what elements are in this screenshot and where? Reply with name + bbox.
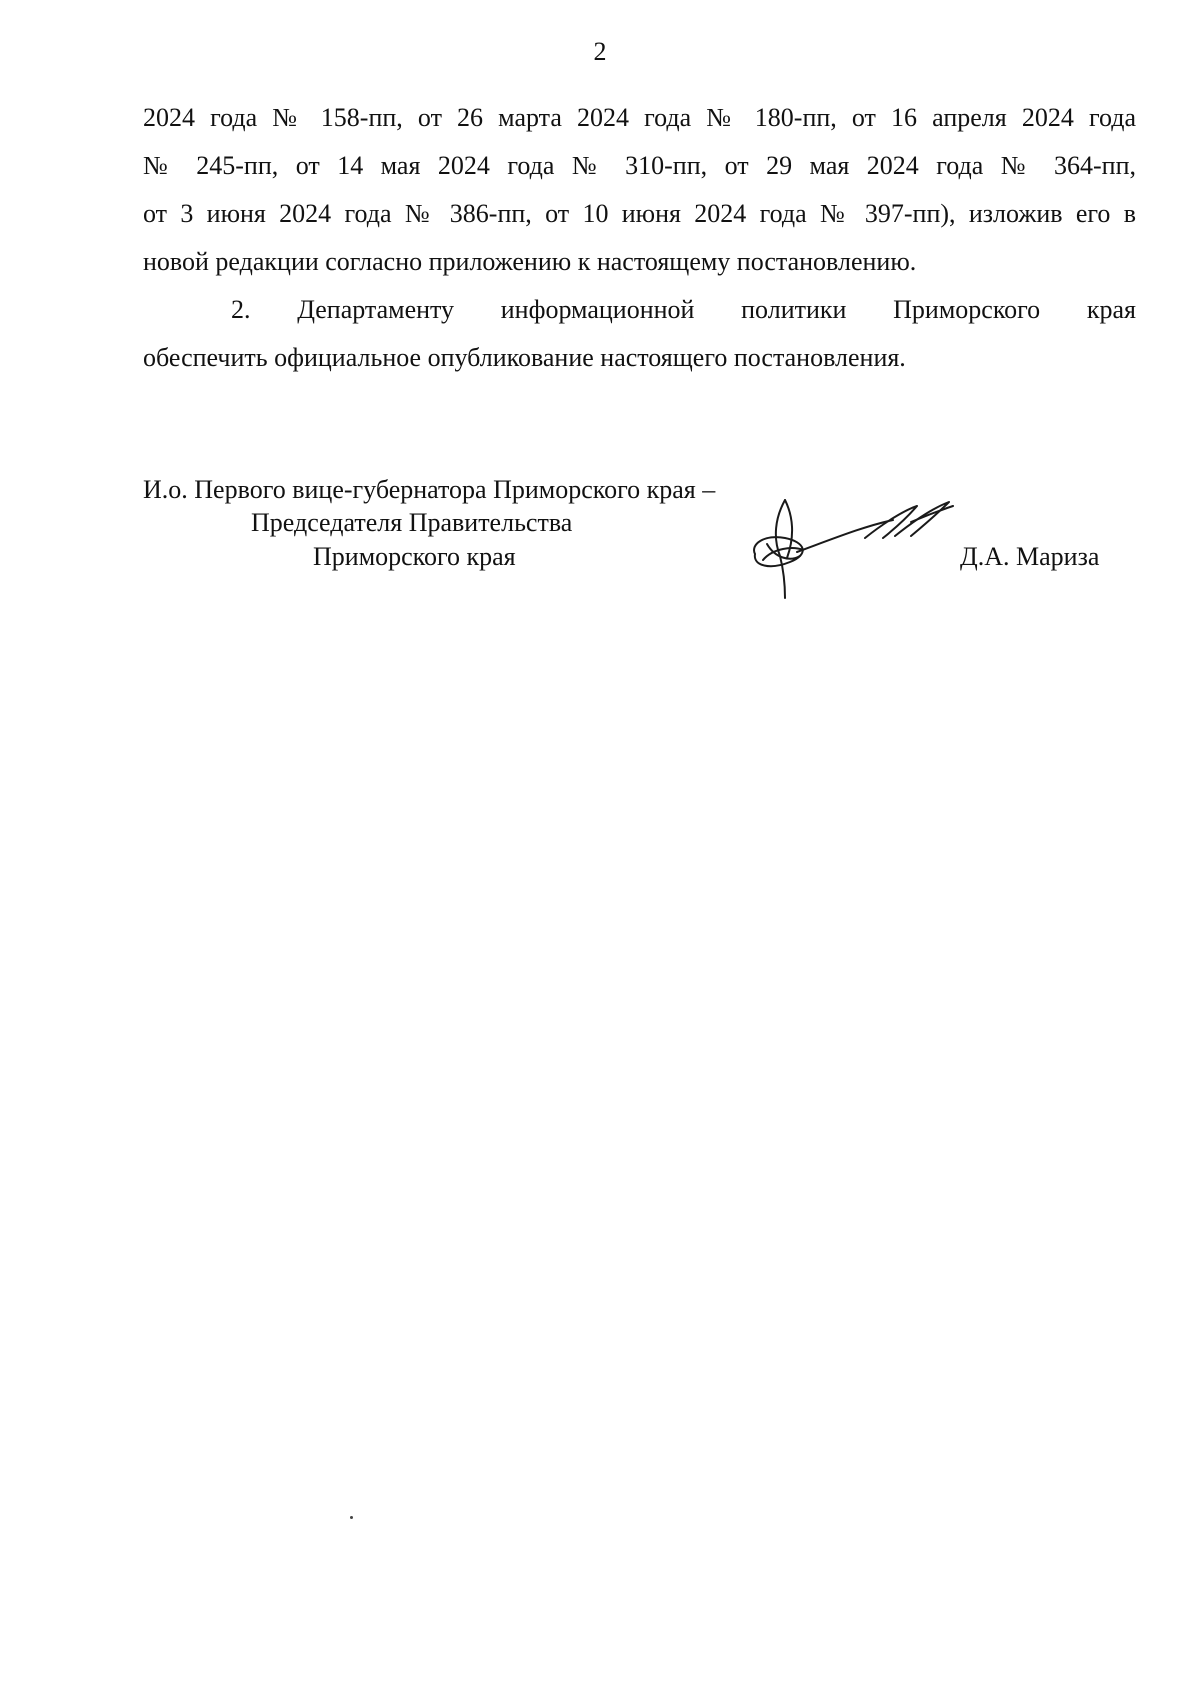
signer-name: Д.А. Мариза (960, 542, 1100, 571)
body-text (143, 94, 1136, 382)
position-line-2: Председателя Правительства (251, 508, 573, 537)
handwritten-signature (745, 498, 960, 600)
body-line-4: новой редакции согласно приложению к настоящему постановлению. (143, 247, 917, 276)
page-number: 2 (593, 37, 607, 66)
paragraph-2-line-1: 2. Департаменту информационной политики Приморского края (231, 295, 1136, 324)
scan-speck (350, 1516, 353, 1519)
position-line-3: Приморского края (313, 542, 516, 571)
body-line-1: 2024 года № 158-пп, от 26 марта 2024 года № 180-пп, от 16 апреля 2024 года (143, 103, 1136, 132)
body-line-2: № 245-пп, от 14 мая 2024 года № 310-пп, от 29 мая 2024 года № 364-пп, (143, 151, 1136, 180)
body-line-3: от 3 июня 2024 года № 386-пп, от 10 июня 2024 года № 397-пп), изложив его в (143, 199, 1136, 228)
paragraph-2-line-2: обеспечить официальное опубликование настоящего постановления. (143, 343, 906, 372)
position-line-1: И.о. Первого вице-губернатора Приморского края – (143, 475, 716, 504)
